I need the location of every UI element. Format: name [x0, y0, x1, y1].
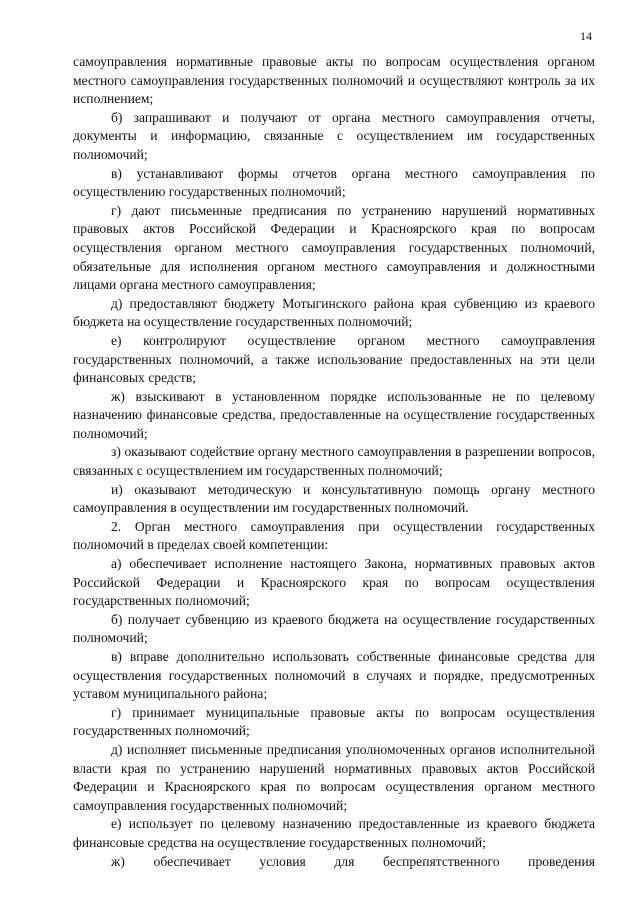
paragraph-2-item-a: а) обеспечивает исполнение настоящего Закона, нормативных правовых актов Российской Федерации и Красноярского края по вопросам осуществления государственных полномочий;: [73, 556, 595, 609]
paragraph-2-item-zh: ж) обеспечивает условия для беспрепятственного проведения: [111, 853, 595, 869]
paragraph-item-z: з) оказывают содействие органу местного самоуправления в разрешении вопросов, связанных с осуществлением им государственных полномочий;: [73, 444, 595, 479]
paragraph-item-v: в) устанавливают формы отчетов органа местного самоуправления по осуществлению государственных полномочий;: [73, 165, 595, 200]
document-text: [73, 53, 595, 871]
paragraph-item-i: и) оказывают методическую и консультативную помощь органу местного самоуправления в осуществлении им государственных полномочий.: [73, 481, 595, 516]
paragraph-continuation: самоуправления нормативные правовые акты по вопросам осуществления органом местного самоуправления государственных полномочий и осуществляют контроль за их исполнением;: [73, 54, 595, 107]
paragraph-item-b: б) запрашивают и получают от органа местного самоуправления отчеты, документы и информацию, связанные с осуществлением им государственных полномочий;: [73, 109, 595, 162]
paragraph-2-item-v: в) вправе дополнительно использовать собственные финансовые средства для осуществления государственных полномочий в случаях и порядке, предусмотренных уставом муниципального района;: [73, 649, 595, 702]
paragraph-2-item-b: б) получает субвенцию из краевого бюджета на осуществление государственных полномочий;: [73, 611, 595, 646]
paragraph-2-item-g: г) принимает муниципальные правовые акты по вопросам осуществления государственных полномочий;: [73, 704, 595, 739]
paragraph-item-d: д) предоставляют бюджету Мотыгинского района края субвенцию из краевого бюджета на осуществление государственных полномочий;: [73, 295, 595, 330]
paragraph-2-item-d: д) исполняет письменные предписания уполномоченных органов исполнительной власти края по устранению нарушений нормативных правовых актов Российской Федерации и Красноярского края по вопросам осуществления органом местного самоуправления государственных полномочий;: [73, 741, 595, 813]
paragraph-item-e: е) контролируют осуществление органом местного самоуправления государственных полномочий, а также использование предоставленных на эти цели финансовых средств;: [73, 332, 595, 386]
page-number: 14: [580, 29, 592, 43]
paragraph-section-2: 2. Орган местного самоуправления при осуществлении государственных полномочий в пределах своей компетенции:: [73, 518, 595, 553]
paragraph-item-zh: ж) взыскивают в установленном порядке использованные не по целевому назначению финансовые средства, предоставленные на осуществление государственных полномочий;: [73, 388, 595, 441]
paragraph-item-g: г) дают письменные предписания по устранению нарушений нормативных правовых актов Российской Федерации и Красноярского края по вопросам осуществления органом местного самоуправления государственных полномочий, обязательные для исполнения органом местного самоуправления и должностными лицами органа местного самоуправления;: [73, 202, 595, 293]
paragraph-2-item-e: е) использует по целевому назначению предоставленные из краевого бюджета финансовые средства на осуществление государственных полномочий;: [73, 816, 595, 850]
